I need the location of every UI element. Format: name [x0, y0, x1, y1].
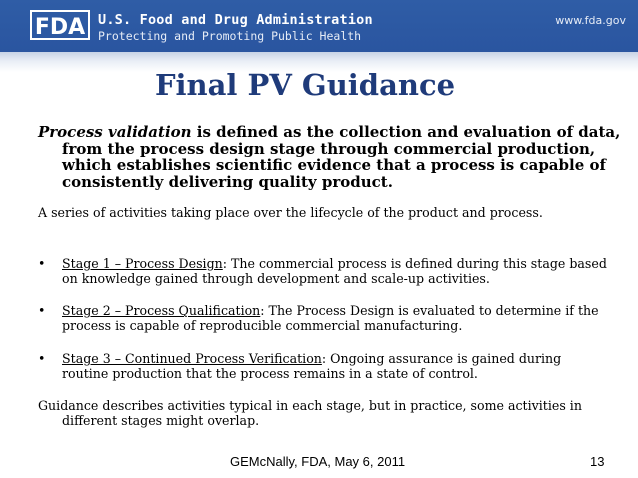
slide-footer	[0, 454, 638, 472]
definition-term: Process validation	[38, 123, 192, 141]
definition-paragraph	[38, 124, 632, 190]
series-paragraph: A series of activities taking place over the lifecycle of the product and process.	[38, 205, 543, 220]
stage-3-text: : Ongoing assurance is gained during routine production that the process remains in a state of control.	[62, 351, 562, 381]
bullet-dot-icon: •	[38, 256, 46, 271]
fda-logo-text: FDA	[34, 15, 86, 40]
bullet-dot-icon: •	[38, 351, 46, 366]
bullet-body	[62, 303, 608, 333]
bullet-dot-icon: •	[38, 303, 46, 318]
definition-text: is defined as the collection and evaluation of data, from the process design stage through commercial production, which establishes scientific evidence that a process is capable of consistently delivering quality product.	[62, 123, 621, 191]
header-band	[0, 0, 638, 52]
slide-title: Final PV Guidance	[154, 68, 456, 102]
bullet-stage-2	[38, 303, 608, 333]
page-number: 13	[590, 454, 605, 469]
stage-1-label: Stage 1 – Process Design	[62, 256, 223, 271]
bullet-stage-3	[38, 351, 608, 381]
bullet-body	[62, 256, 608, 286]
stage-2-text: : The Process Design is evaluated to determine if the process is capable of reproducible commercial manufacturing.	[62, 303, 599, 333]
website-url[interactable]: www.fda.gov	[555, 14, 626, 27]
stage-1-text: : The commercial process is defined during this stage based on knowledge gained through development and scale-up activities.	[62, 256, 607, 286]
agency-name: U.S. Food and Drug Administration	[98, 12, 373, 28]
bullet-stage-1	[38, 256, 608, 286]
guidance-paragraph: Guidance describes activities typical in each stage, but in practice, some activities in different stages might overlap.	[38, 398, 582, 428]
footer-author-date: GEMcNally, FDA, May 6, 2011	[230, 454, 406, 469]
fda-logo	[30, 10, 90, 40]
stage-3-label: Stage 3 – Continued Process Verification	[62, 351, 322, 366]
stage-2-label: Stage 2 – Process Qualification	[62, 303, 261, 318]
agency-tagline: Protecting and Promoting Public Health	[98, 29, 362, 43]
bullet-body	[62, 351, 608, 381]
